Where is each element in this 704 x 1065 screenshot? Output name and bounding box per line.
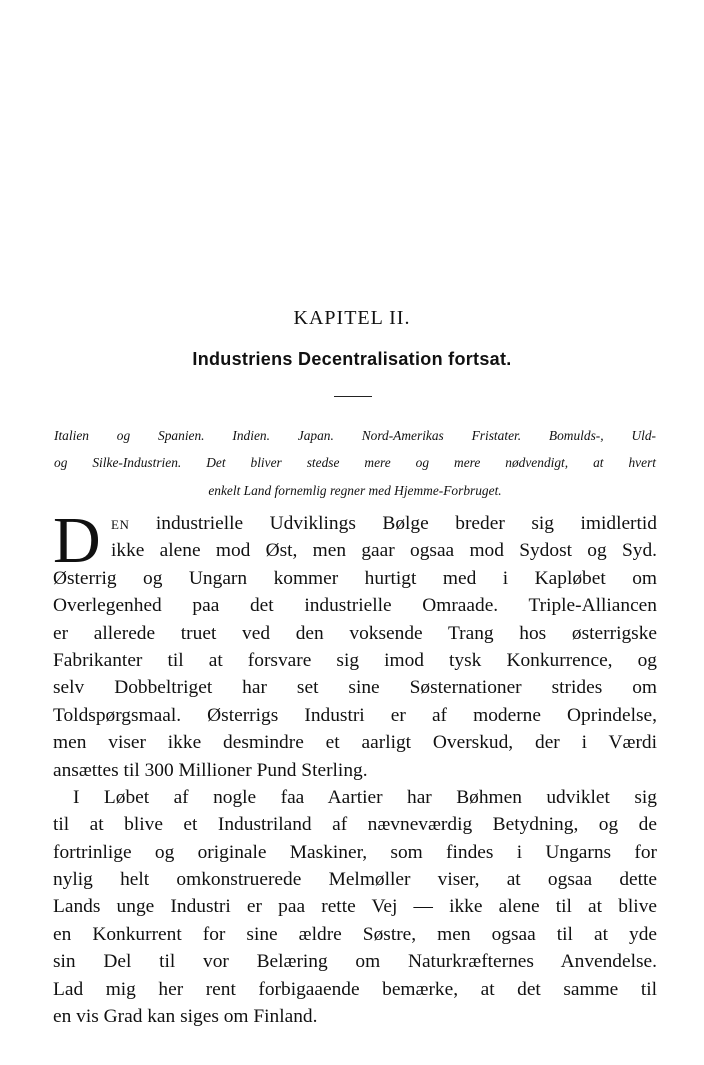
text-line: ansættes til 300 Millioner Pund Sterling. <box>53 759 368 781</box>
summary-line: og Silke-Industrien. Det bliver stedse mere og mere nødvendigt, at hvert <box>54 455 656 471</box>
text-line <box>53 510 657 537</box>
text-line: men viser ikke desmindre et aarligt Overskud, der i Værdi <box>53 732 657 754</box>
text-line: selv Dobbeltriget har set sine Søsternationer strides om <box>53 677 657 699</box>
text-line: nylig helt omkonstruerede Melmøller viser, at ogsaa dette <box>53 869 657 891</box>
text-line: Lands unge Industri er paa rette Vej — ikke alene til at blive <box>53 896 657 918</box>
text-line: I Løbet af nogle faa Aartier har Bøhmen udviklet sig <box>73 786 657 808</box>
text-line: Fabrikanter til at forsvare sig imod tysk Konkurrence, og <box>53 649 657 671</box>
text-line: Lad mig her rent forbigaaende bemærke, at det samme til <box>53 978 657 1000</box>
text-line: Toldspørgsmaal. Østerrigs Industri er af moderne Oprindelse, <box>53 704 657 726</box>
text-line: fortrinlige og originale Maskiner, som findes i Ungarns for <box>53 841 657 863</box>
text-line: sin Del til vor Belæring om Naturkræfternes Anvendelse. <box>53 951 657 973</box>
summary-line: enkelt Land fornemlig regner med Hjemme-Forbruget. <box>208 482 502 498</box>
text-line: en Konkurrent for sine ældre Søstre, men ogsaa til at yde <box>53 923 657 945</box>
text-line: ikke alene mod Øst, men gaar ogsaa mod Sydost og Syd. <box>111 540 657 562</box>
text-line: er allerede truet ved den voksende Trang hos østerrigske <box>53 622 657 644</box>
first-word-small-caps: EN <box>111 517 130 532</box>
text-line-rest: industrielle Udviklings Bølge breder sig imidlertid <box>155 513 657 534</box>
title-divider <box>334 396 372 397</box>
text-line: en vis Grad kan siges om Finland. <box>53 1006 318 1028</box>
text-line: Østerrig og Ungarn kommer hurtigt med i Kapløbet om <box>53 567 657 589</box>
drop-cap: D <box>53 504 101 577</box>
body-text <box>53 504 657 1030</box>
text-line: Overlegenhed paa det industrielle Omraade. Triple-Alliancen <box>53 595 657 617</box>
chapter-title: Industriens Decentralisation fortsat. <box>192 349 512 369</box>
chapter-heading: KAPITEL II. <box>293 307 411 329</box>
text-line: til at blive et Industriland af nævneværdig Betydning, og de <box>53 814 657 836</box>
summary-line: Italien og Spanien. Indien. Japan. Nord-Amerikas Fristater. Bomulds-, Uld- <box>54 428 656 443</box>
chapter-summary <box>54 425 656 507</box>
